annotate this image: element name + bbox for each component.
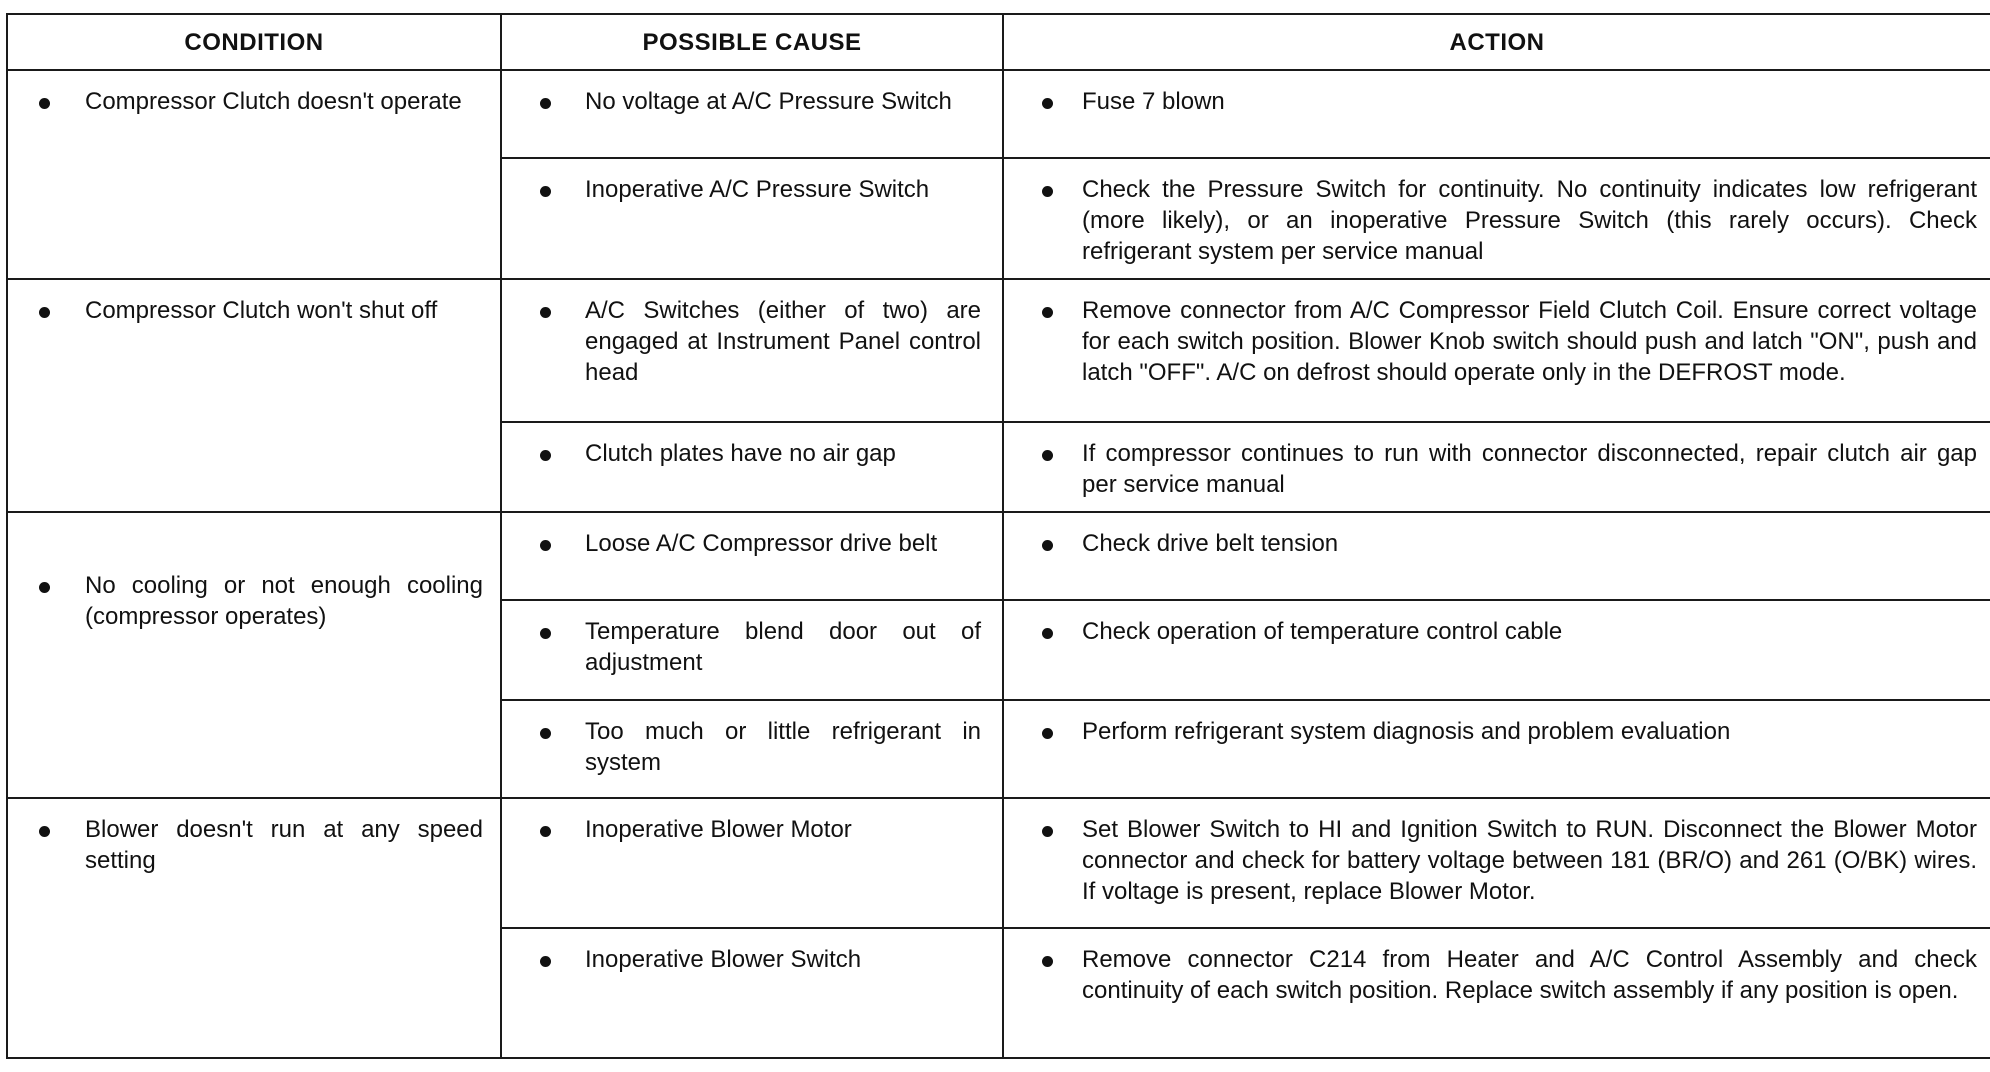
condition-cell	[7, 70, 501, 279]
bullet-icon	[540, 186, 551, 197]
diagnosis-table	[6, 13, 1990, 1059]
cause-text: Too much or little refrigerant in system	[585, 718, 981, 776]
condition-cell	[7, 798, 501, 1058]
action-text: If compressor continues to run with connector disconnected, repair clutch air gap per service manual	[1082, 440, 1977, 498]
header-action: ACTION	[1003, 14, 1990, 70]
bullet-icon	[1042, 628, 1053, 639]
table-row	[7, 279, 1990, 422]
header-possible-cause: POSSIBLE CAUSE	[501, 14, 1003, 70]
bullet-icon	[540, 826, 551, 837]
action-text: Check the Pressure Switch for continuity. No continuity indicates low refrigerant (more likely), or an inoperative Pressure Switch (this rarely occurs). Check refrigerant system per service manual	[1082, 176, 1977, 265]
cause-text: Inoperative A/C Pressure Switch	[585, 176, 930, 203]
cause-cell	[501, 928, 1003, 1058]
table-row	[7, 798, 1990, 928]
action-text: Set Blower Switch to HI and Ignition Switch to RUN. Disconnect the Blower Motor connector and check for battery voltage between 181 (BR/O) and 261 (O/BK) wires. If voltage is present, replace Blower Motor.	[1082, 816, 1977, 905]
action-text: Check drive belt tension	[1082, 530, 1339, 557]
bullet-icon	[1042, 98, 1053, 109]
action-cell	[1003, 70, 1990, 158]
bullet-icon	[39, 582, 50, 593]
cause-text: Temperature blend door out of adjustment	[585, 618, 981, 676]
header-condition: CONDITION	[7, 14, 501, 70]
bullet-icon	[540, 628, 551, 639]
action-text: Fuse 7 blown	[1082, 88, 1225, 115]
bullet-icon	[39, 307, 50, 318]
action-cell	[1003, 600, 1990, 700]
bullet-icon	[540, 728, 551, 739]
bullet-icon	[1042, 826, 1053, 837]
cause-text: Inoperative Blower Switch	[585, 946, 862, 973]
action-cell	[1003, 279, 1990, 422]
action-cell	[1003, 700, 1990, 798]
cause-cell	[501, 600, 1003, 700]
action-cell	[1003, 798, 1990, 928]
bullet-icon	[1042, 186, 1053, 197]
condition-text: Compressor Clutch doesn't operate	[85, 88, 462, 115]
table-header-row	[7, 14, 1990, 70]
table-row	[7, 512, 1990, 600]
action-text: Check operation of temperature control cable	[1082, 618, 1563, 645]
bullet-icon	[39, 98, 50, 109]
action-cell	[1003, 512, 1990, 600]
condition-text: No cooling or not enough cooling (compressor operates)	[85, 572, 483, 630]
cause-text: Clutch plates have no air gap	[585, 440, 896, 467]
bullet-icon	[1042, 540, 1053, 551]
bullet-icon	[1042, 956, 1053, 967]
cause-cell	[501, 512, 1003, 600]
cause-text: A/C Switches (either of two) are engaged at Instrument Panel control head	[585, 297, 981, 386]
bullet-icon	[1042, 450, 1053, 461]
cause-text: Loose A/C Compressor drive belt	[585, 530, 938, 557]
bullet-icon	[540, 540, 551, 551]
action-text: Remove connector from A/C Compressor Field Clutch Coil. Ensure correct voltage for each switch position. Blower Knob switch should push and latch "ON", push and latch "OFF". A/C on defrost should operate only in the DEFROST mode.	[1082, 297, 1977, 386]
bullet-icon	[540, 307, 551, 318]
action-text: Perform refrigerant system diagnosis and problem evaluation	[1082, 718, 1731, 745]
cause-text: Inoperative Blower Motor	[585, 816, 852, 843]
bullet-icon	[540, 98, 551, 109]
condition-cell	[7, 512, 501, 798]
cause-text: No voltage at A/C Pressure Switch	[585, 88, 952, 115]
cause-cell	[501, 279, 1003, 422]
bullet-icon	[540, 956, 551, 967]
action-cell	[1003, 422, 1990, 512]
condition-text: Blower doesn't run at any speed setting	[85, 816, 483, 874]
condition-cell	[7, 279, 501, 512]
bullet-icon	[1042, 307, 1053, 318]
cause-cell	[501, 158, 1003, 279]
action-cell	[1003, 928, 1990, 1058]
bullet-icon	[1042, 728, 1053, 739]
cause-cell	[501, 798, 1003, 928]
table-row	[7, 70, 1990, 158]
cause-cell	[501, 422, 1003, 512]
action-cell	[1003, 158, 1990, 279]
bullet-icon	[540, 450, 551, 461]
cause-cell	[501, 700, 1003, 798]
action-text: Remove connector C214 from Heater and A/C Control Assembly and check continuity of each switch position. Replace switch assembly if any position is open.	[1082, 946, 1977, 1004]
bullet-icon	[39, 826, 50, 837]
condition-text: Compressor Clutch won't shut off	[85, 297, 438, 324]
cause-cell	[501, 70, 1003, 158]
